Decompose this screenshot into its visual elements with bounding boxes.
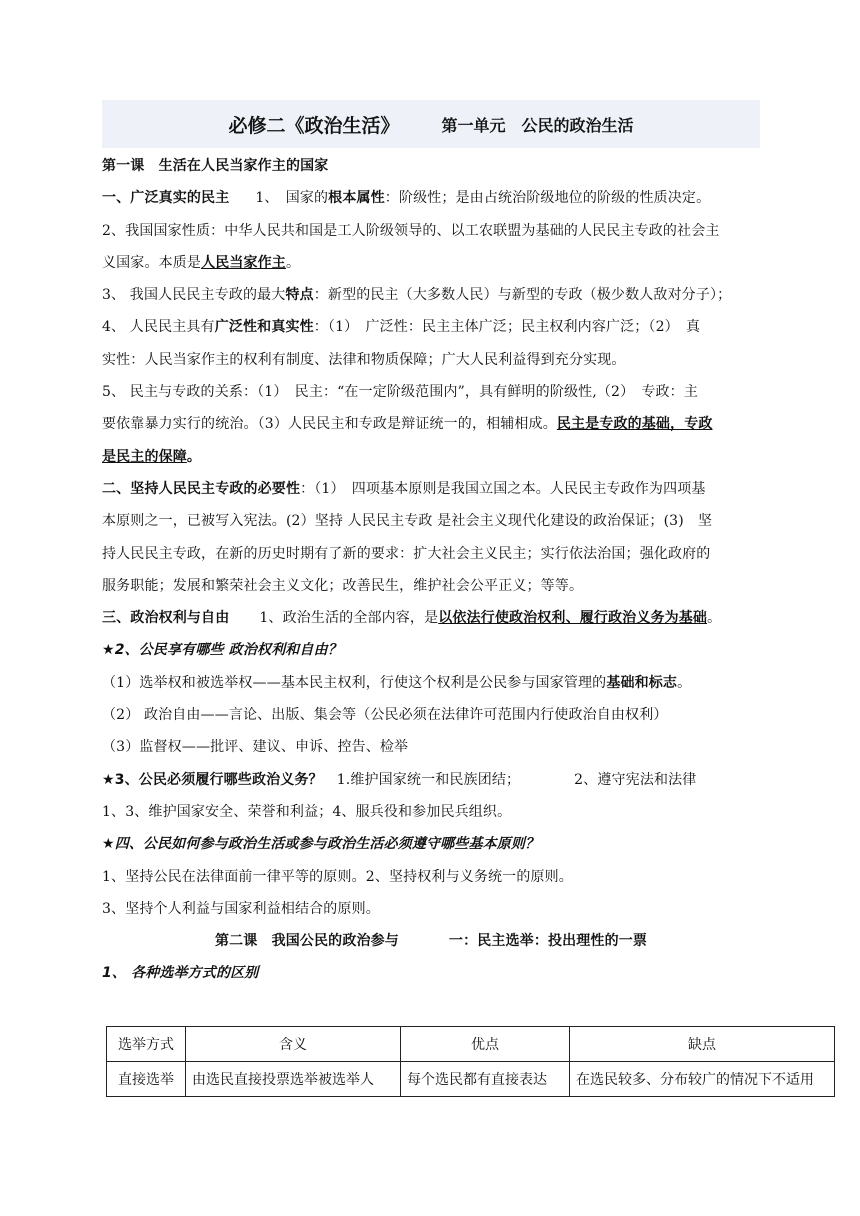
table-header-cell: 选举方式: [107, 1027, 186, 1062]
s2-line4: 服务职能；发展和繁荣社会主义文化；改善民生，维护社会公平正义；等等。: [102, 577, 584, 594]
question-3-heading: ★3、公民必须履行哪些政治义务？: [102, 771, 323, 788]
bold-underlined-term: 人民当家作主: [201, 254, 286, 271]
s1-p5-line2: [102, 408, 760, 440]
text: ：（1） 四项基本原则是我国立国之本。人民民主专政作为四项基: [300, 480, 706, 497]
text: 3、 我国人民民主专政的最大: [102, 287, 286, 304]
lesson2-heading-1: 1、 各种选举方式的区别: [102, 965, 259, 982]
table-cell: 直接选举: [107, 1062, 186, 1097]
question-3: [102, 764, 760, 796]
question-2: ★2、公民享有哪些 政治权利和自由？: [102, 642, 342, 659]
table-header-row: [107, 1027, 835, 1062]
text: 义国家。本质是: [102, 254, 202, 271]
s2-line2: 本原则之一，已被写入宪法。(2）坚持 人民民主专政 是社会主义现代化建设的政治保证；(3) 坚: [102, 513, 713, 530]
section1-heading: 一、广泛真实的民主: [102, 190, 230, 207]
lesson2-subtitle: 一：民主选举：投出理性的一票: [448, 933, 648, 950]
text: ：新型的民主（大多数人民）与新型的专政（极少数人敌对分子）；: [313, 287, 732, 304]
rights-item-2: （2） 政治自由——言论、出版、集会等（公民必须在法律许可范围内行使政治自由权利）: [102, 707, 668, 724]
bold-underlined-term: 以依法行使政治权利、履行政治义务为基础: [438, 610, 708, 627]
section4-heading: ★四、公民如何参与政治生活或参与政治生活必须遵守哪些基本原则？: [102, 836, 540, 853]
s1-p2-line2: [102, 247, 760, 279]
table-row: [107, 1062, 835, 1097]
s1-p4-line2: 实性：人民当家作主的权利有制度、法律和物质保障；广大人民利益得到充分实现。: [102, 351, 626, 368]
section2-heading: 二、坚持人民民主专政的必要性: [102, 480, 301, 497]
table-cell: 由选民直接投票选举被选举人: [186, 1062, 401, 1097]
text: 。: [186, 448, 202, 465]
election-methods-table: [106, 1026, 835, 1097]
lesson1-title: 第一课 生活在人民当家作主的国家: [102, 158, 329, 174]
s1-line1: [102, 182, 760, 214]
title-band: [102, 100, 760, 148]
bold-underlined-term: 是民主的保障: [102, 448, 187, 465]
s4-line2: 3、坚持个人利益与国家利益相结合的原则。: [102, 900, 380, 917]
section3-heading: 三、政治权利与自由: [102, 610, 230, 627]
text: （1）选举权和被选举权——基本民主权利，行使这个权利是公民参与国家管理的: [102, 674, 607, 691]
table-header-cell: 缺点: [570, 1027, 835, 1062]
unit-title: 第一单元 公民的政治生活: [441, 115, 634, 135]
document-page: [102, 100, 760, 990]
s1-p5-line1: 5、 民主与专政的关系：（1） 民主：“在一定阶级范围内”，具有鲜明的阶级性,（2） 专政：主: [102, 384, 698, 401]
text: ：（1） 广泛性：民主主体广泛；民主权利内容广泛；（2） 真: [313, 319, 701, 336]
lesson2-title-text: 第二课 我国公民的政治参与: [214, 933, 399, 950]
bold-term: 广泛性和真实性: [214, 319, 314, 336]
bold-term: 根本属性: [328, 190, 385, 207]
table-cell: 每个选民都有直接表达: [401, 1062, 570, 1097]
s1-p2-line1: 2、我国国家性质：中华人民共和国是工人阶级领导的、以工农联盟为基础的人民民主专政的社会主: [102, 222, 720, 239]
s1-p5-line3: [102, 441, 760, 473]
text: 。: [677, 674, 692, 691]
s1-p3: [102, 279, 760, 311]
table-header-cell: 优点: [401, 1027, 570, 1062]
rights-item-3: （3）监督权——批评、建议、申诉、控告、检举: [102, 739, 409, 756]
s2-line3: 持人民民主专政，在新的历史时期有了新的要求：扩大社会主义民主；实行依法治国；强化政府的: [102, 545, 711, 562]
rights-item-1: [102, 667, 760, 699]
lesson2-title: [102, 925, 760, 957]
bold-term: 基础和标志: [606, 674, 678, 691]
table-header-cell: 含义: [186, 1027, 401, 1062]
text: 1、政治生活的全部内容，是: [259, 610, 439, 627]
duties-line2: 1、3、维护国家安全、荣誉和利益；4、服兵役和参加民兵组织。: [102, 803, 512, 820]
book-title: 必修二《政治生活》: [228, 114, 400, 137]
s2-line1: [102, 473, 760, 505]
s3-line1: [102, 602, 760, 634]
table-cell: 在选民较多、分布较广的情况下不适用: [570, 1062, 835, 1097]
text: 1、 国家的: [255, 190, 329, 207]
text: ：阶级性；是由占统治阶级地位的阶级的性质决定。: [384, 190, 711, 207]
bold-term: 特点: [285, 287, 314, 304]
s4-line1: 1、坚持公民在法律面前一律平等的原则。2、坚持权利与义务统一的原则。: [102, 868, 573, 885]
text: 要依靠暴力实行的统治。（3）人民民主和专政是辩证统一的，相辅相成。: [102, 416, 557, 433]
s1-p4-line1: [102, 311, 760, 343]
text: 。: [285, 254, 301, 271]
text: 4、 人民民主具有: [102, 319, 215, 336]
text: 2、遵守宪法和法律: [574, 771, 697, 788]
text: 1.维护国家统一和民族团结；: [336, 771, 521, 788]
bold-underlined-term: 民主是专政的基础，专政: [556, 416, 713, 433]
text: 。: [707, 610, 722, 627]
